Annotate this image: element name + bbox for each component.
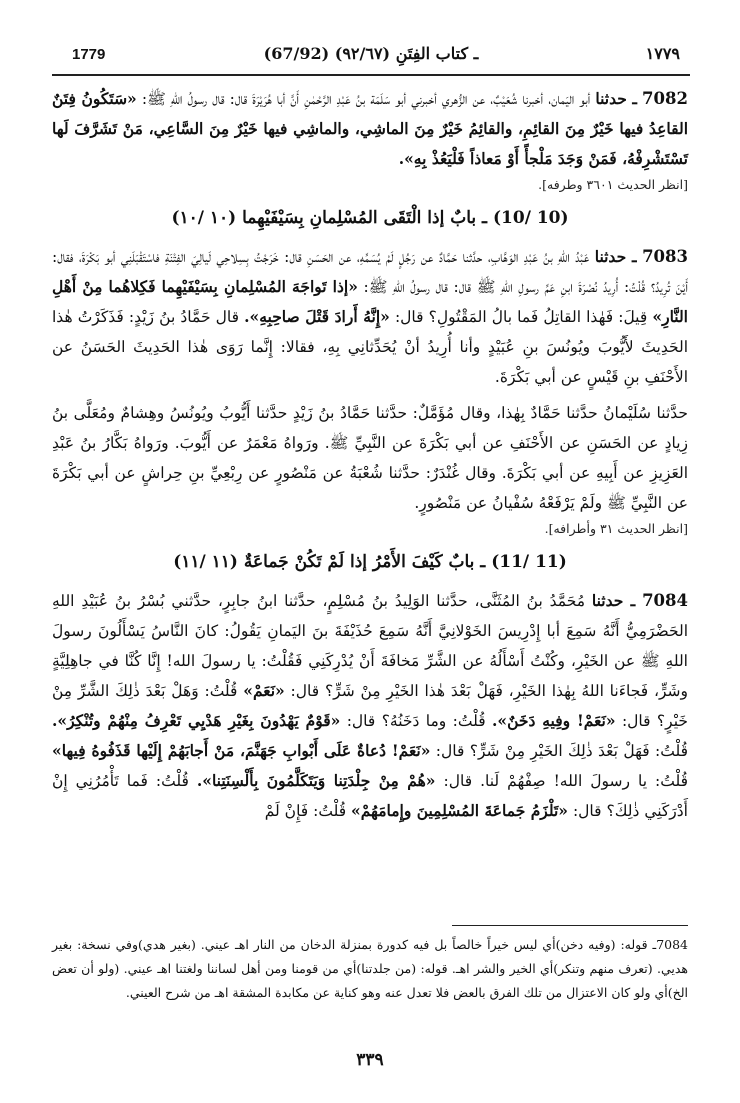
hadith-text: قُلْتُ: وَهَلْ بَعْدَ ذٰلِكَ الشَّرِّ مِنْ خَيْرٍ؟ قال: bbox=[52, 682, 688, 730]
page-header bbox=[52, 40, 690, 70]
hadith-text: قُلْتُ: فَهَلْ بَعْدَ ذٰلِكَ الخَيْرِ مِنْ شَرٍّ؟ قال: bbox=[435, 742, 688, 760]
chapter-heading-10: (10 /10) ـ بابٌ إذا الْتَقَى المُسْلِمانِ بِسَيْفَيْهِما (١٠ /١٠) bbox=[171, 208, 569, 228]
hadith-7083-chains bbox=[52, 398, 688, 540]
hadith-number: 7082 bbox=[642, 89, 688, 108]
hadith-quote: «قَوْمٌ يَهْدُونَ بِغَيْرِ هَدْيِي تَعْرِفُ مِنْهُمْ وتُنْكِرُ». bbox=[52, 711, 341, 730]
hadith-text: عَبْدُ اللهِ بنُ عَبْدِ الوَهَّابِ، حدَّثنا حَمَّادٌ عن رَجُلٍ لَمْ يُسَمِّهِ، عن الحَسَنِ قال: خَرَجْتُ بِسِلاحِي لَيالِيَ الفِتْنَةِ فاسْتَقْبَلَنِي أبو بَكْرَةَ، فقال: أَيْنَ تُرِيدُ؟ قُلْتُ: أُرِيدُ نُصْرَةَ ابنِ عَمِّ رسولِ اللهِ ﷺ قال: قال رسولُ اللهِ ﷺ: bbox=[52, 248, 689, 296]
page-number-latin: 1779 bbox=[72, 46, 106, 63]
hadith-lead: ـ حدثنا bbox=[591, 591, 636, 610]
hadith-quote: «نَعَمْ» bbox=[243, 681, 285, 700]
hadith-quote: «هُمْ مِنْ جِلْدَتِنا وَيَتَكَلَّمُونَ بِأَلْسِنَتِنا». bbox=[196, 771, 436, 790]
hadith-text: أبو اليَمان، أخبرنا شُعَيْبٌ، عن الزُّهري أخبرني أبو سَلَمَة بنُ عَبْدِ الرَّحْمٰنِ أَنَّ أبا هُرَيْرَةَ قال: قال رسولُ اللهِ ﷺ: bbox=[141, 90, 591, 108]
hadith-text: قُلْتُ: فَما تَأْمُرُنِي إِنْ أَدْرَكَنِي ذٰلِكَ؟ قال: bbox=[52, 772, 688, 820]
main-text bbox=[52, 84, 688, 832]
header-divider bbox=[52, 74, 690, 76]
hadith-text: قِيلَ: فَهٰذا القاتِلُ فَما بالُ المَقْتُولِ؟ قال: bbox=[394, 308, 648, 326]
hadith-number: 7083 bbox=[642, 247, 688, 266]
hadith-number: 7084 bbox=[642, 591, 688, 610]
hadith-text: قال حَمَّادُ بنُ زَيْدٍ: فَذَكَرْتُ هٰذا الحَدِيثَ لأَيُّوبَ ويُونُسَ بنِ عُبَيْدٍ وأنا أُرِيدُ أنْ يُحَدِّثانِي بِهِ، فقالا: إِنَّما رَوَى هٰذا الحَدِيثَ الحَسَنُ عن الأَحْنَفِ بنِ قَيْسٍ عن أبي بَكْرَةَ. bbox=[52, 308, 688, 386]
hadith-quote: «تَلْزَمُ جَماعَةَ المُسْلِمِينَ وإِمامَهُمْ» bbox=[351, 801, 568, 820]
hadith-text: قُلْتُ: يا رسولَ الله! صِفْهُمْ لَنا. قال: bbox=[443, 772, 689, 790]
footnote-divider bbox=[452, 925, 688, 926]
hadith-7084 bbox=[52, 586, 688, 826]
hadith-lead: ـ حدثنا bbox=[594, 247, 637, 266]
hadith-7083 bbox=[52, 242, 688, 392]
footnote: 7084ـ قوله: (وفيه دخن)أي ليس خيراً خالصاً بل فيه كدورة بمنزلة الدخان من النار اهـ عيني. (بغير هدي)وفي نسخة: بغير هديي. (تعرف منهم وتنكر)أي الخير والشر اهـ. قوله: (من جلدتنا)أي من قومنا ومن أهل لساننا ولغتنا اهـ عيني. (ولو أن تعض الخ)أي ولو كان الاعتزال من تلك الفرق بالعض فلا تعدل عنه وهو كناية عن مكابدة المشقة اهـ من شرح العيني. bbox=[52, 937, 688, 1000]
hadith-quote: «إِنَّهُ أَرادَ قَتْلَ صاحِبِهِ». bbox=[244, 307, 390, 326]
hadith-7082 bbox=[52, 84, 688, 196]
page-number-arabic: ١٧٧٩ bbox=[645, 44, 680, 63]
hadith-text: قُلْتُ: وما دَخَنُهُ؟ قال: bbox=[346, 712, 486, 730]
hadith-quote: «إذا تَواجَهَ المُسْلِمانِ بِسَيْفَيْهِما فَكِلاهُما مِنْ أَهْلِ النَّارِ» bbox=[52, 277, 688, 326]
page-number-footer: ٣٣٩ bbox=[356, 1050, 384, 1070]
book-title: (67/92) ـ كتاب الفِتَنِ (٩٢/٦٧) bbox=[263, 44, 479, 63]
hadith-reference: [انظر الحديث ٣١ وأطرافه]. bbox=[544, 521, 688, 536]
hadith-lead: ـ حدثنا bbox=[595, 89, 637, 108]
hadith-text: قُلْتُ: فَإِنْ لَمْ bbox=[264, 802, 347, 820]
hadith-quote: «سَتَكُونُ فِتَنٌ القاعِدُ فيها خَيْرٌ مِنَ القائِمِ، والقائِمُ خَيْرٌ مِنَ الماشِي، والماشِي فيها خَيْرٌ مِنَ السَّاعِي، مَنْ تَشَرَّفَ لَها تَسْتَشْرِفْهُ، فَمَنْ وَجَدَ مَلْجأً أَوْ مَعاذاً فَلْيَعُذْ بِهِ». bbox=[52, 89, 688, 168]
hadith-text: مُحَمَّدُ بنُ المُثَنَّى، حدَّثنا الوَلِيدُ بنُ مُسْلِمٍ، حدَّثنا ابنُ جابِرٍ، حدَّثني بُسْرُ بنُ عُبَيْدِ اللهِ الحَضْرَمِيُّ أَنَّهُ سَمِعَ أبا إِدْرِيسَ الخَوْلانِيَّ أَنَّهُ سَمِعَ حُذَيْفَةَ بنَ اليَمانِ يَقُولُ: كانَ النَّاسُ يَسْأَلُونَ رسولَ اللهِ ﷺ عن الخَيْرِ، وكُنْتُ أَسْأَلُهُ عن الشَّرِّ مَخافَةَ أَنْ يُدْرِكَنِي فَقُلْتُ: يا رسولَ الله! إِنَّا كُنَّا في جاهِلِيَّةٍ وشَرٍّ، فَجاءَنا اللهُ بِهٰذا الخَيْرِ، فَهَلْ بَعْدَ هٰذا الخَيْرِ مِنْ شَرٍّ؟ قال: bbox=[52, 592, 688, 700]
hadith-quote: «نَعَمْ! دُعاةٌ عَلَى أَبْوابِ جَهَنَّمَ، مَنْ أَجابَهُمْ إِلَيْها قَذَفُوهُ فِيها» bbox=[52, 741, 431, 760]
chapter-heading-11: (11 /11) ـ بابٌ كَيْفَ الأَمْرُ إذا لَمْ تَكُنْ جَماعَةٌ (١١ /١١) bbox=[173, 552, 567, 572]
hadith-reference: [انظر الحديث ٣٦٠١ وطرفه]. bbox=[538, 177, 688, 192]
hadith-quote: «نَعَمْ! وفِيهِ دَخَنٌ». bbox=[492, 711, 616, 730]
hadith-text: حدَّثنا سُلَيْمانُ حدَّثنا حَمَّادٌ بِهٰذا، وقال مُؤَمَّلٌ: حدَّثنا حَمَّادُ بنُ زَيْدٍ حدَّثنا أَيُّوبُ ويُونُسُ وهِشامٌ ومُعَلَّى بنُ زِيادٍ عن الحَسَنِ عن الأَحْنَفِ عن أبي بَكْرَةَ عن النَّبِيِّ ﷺ. ورَواهُ مَعْمَرٌ عن أَيُّوبَ. ورَواهُ بَكَّارُ بنُ عَبْدِ العَزِيزِ عن أَبِيهِ عن أبي بَكْرَةَ. وقال غُنْدَرٌ: حدَّثنا شُعْبَةُ عن مَنْصُورٍ عن رِبْعِيِّ بنِ حِراشٍ عن أبي بَكْرَةَ عن النَّبِيِّ ﷺ ولَمْ يَرْفَعْهُ سُفْيانُ عن مَنْصُورٍ. bbox=[52, 404, 688, 512]
